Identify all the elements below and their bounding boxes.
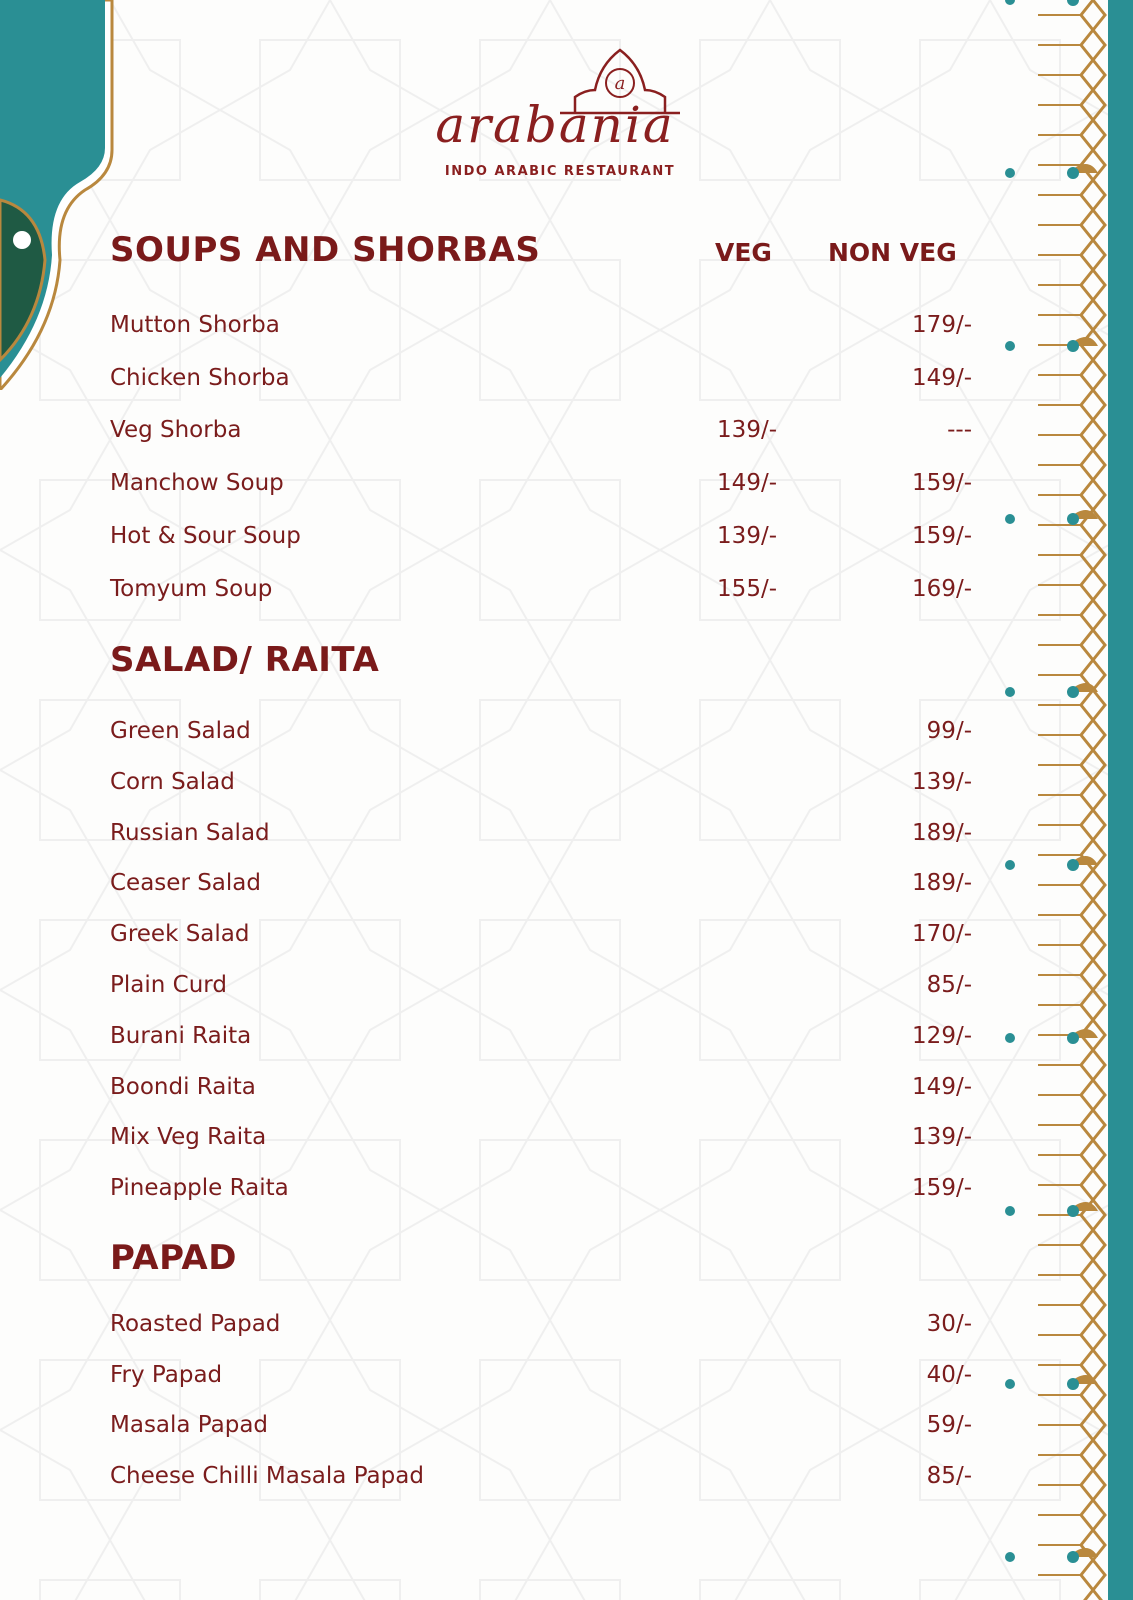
item-name: Corn Salad bbox=[110, 768, 235, 795]
column-header-veg: VEG bbox=[715, 238, 772, 267]
non-veg-price: 179/- bbox=[912, 312, 972, 338]
item-name: Manchow Soup bbox=[110, 470, 284, 497]
veg-price: 139/- bbox=[717, 417, 777, 444]
non-veg-price: 139/- bbox=[912, 768, 972, 795]
menu-item bbox=[110, 972, 972, 1002]
item-name: Roasted Papad bbox=[110, 1311, 281, 1337]
menu-item bbox=[110, 365, 972, 395]
item-name: Mutton Shorba bbox=[110, 312, 280, 338]
menu-item bbox=[110, 921, 972, 951]
section-heading: SALAD/ RAITA bbox=[110, 640, 380, 680]
non-veg-price: 99/- bbox=[926, 718, 972, 744]
section-heading: PAPAD bbox=[110, 1238, 237, 1278]
non-veg-price: 59/- bbox=[926, 1412, 972, 1439]
menu-item bbox=[110, 523, 972, 553]
menu-item bbox=[110, 470, 972, 500]
non-veg-price: 189/- bbox=[912, 819, 972, 846]
veg-price: 149/- bbox=[717, 470, 777, 497]
menu-item bbox=[110, 1362, 972, 1392]
non-veg-price: 129/- bbox=[912, 1022, 972, 1049]
non-veg-price: 139/- bbox=[912, 1124, 972, 1151]
non-veg-price: 159/- bbox=[912, 522, 972, 549]
menu-item bbox=[110, 576, 972, 606]
corner-ornament bbox=[0, 0, 120, 390]
veg-price: 155/- bbox=[717, 575, 777, 602]
menu-item bbox=[110, 1124, 972, 1154]
item-name: Tomyum Soup bbox=[110, 575, 273, 602]
item-name: Russian Salad bbox=[110, 819, 270, 846]
menu-item bbox=[110, 312, 972, 342]
menu-item bbox=[110, 1463, 972, 1493]
non-veg-price: 85/- bbox=[926, 1463, 972, 1490]
non-veg-price: 159/- bbox=[912, 470, 972, 497]
non-veg-price: 85/- bbox=[926, 972, 972, 998]
menu-item bbox=[110, 1311, 972, 1341]
item-name: Boondi Raita bbox=[110, 1073, 256, 1100]
non-veg-price: 149/- bbox=[912, 364, 972, 391]
item-name: Plain Curd bbox=[110, 972, 227, 998]
gold-lattice-border bbox=[998, 0, 1108, 1600]
brand-tagline: INDO ARABIC RESTAURANT bbox=[444, 164, 676, 179]
non-veg-price: 149/- bbox=[912, 1073, 972, 1100]
non-veg-price: 170/- bbox=[912, 921, 972, 948]
menu-item bbox=[110, 1412, 972, 1442]
item-name: Pineapple Raita bbox=[110, 1175, 289, 1202]
item-name: Greek Salad bbox=[110, 921, 250, 948]
item-name: Masala Papad bbox=[110, 1412, 269, 1439]
section-heading: SOUPS AND SHORBAS bbox=[110, 230, 541, 270]
item-name: Ceaser Salad bbox=[110, 870, 261, 897]
non-veg-price: 30/- bbox=[926, 1311, 972, 1337]
item-name: Chicken Shorba bbox=[110, 364, 290, 391]
menu-item bbox=[110, 820, 972, 850]
non-veg-price: 40/- bbox=[926, 1361, 972, 1388]
menu-item bbox=[110, 718, 972, 748]
menu-item bbox=[110, 417, 972, 447]
item-name: Burani Raita bbox=[110, 1022, 252, 1049]
non-veg-price: --- bbox=[947, 417, 972, 444]
item-name: Cheese Chilli Masala Papad bbox=[110, 1463, 424, 1490]
menu-item bbox=[110, 1023, 972, 1053]
restaurant-logo bbox=[420, 40, 700, 185]
menu-item bbox=[110, 1175, 972, 1205]
non-veg-price: 169/- bbox=[912, 575, 972, 602]
non-veg-price: 189/- bbox=[912, 870, 972, 897]
menu-item bbox=[110, 769, 972, 799]
teal-border bbox=[1108, 0, 1133, 1600]
veg-price: 139/- bbox=[717, 522, 777, 549]
item-name: Hot & Sour Soup bbox=[110, 522, 301, 549]
item-name: Fry Papad bbox=[110, 1361, 223, 1388]
item-name: Green Salad bbox=[110, 718, 251, 744]
menu-item bbox=[110, 1074, 972, 1104]
svg-text:a: a bbox=[614, 73, 626, 94]
item-name: Veg Shorba bbox=[110, 417, 242, 444]
item-name: Mix Veg Raita bbox=[110, 1124, 267, 1151]
menu-item bbox=[110, 870, 972, 900]
non-veg-price: 159/- bbox=[912, 1175, 972, 1202]
brand-name: arabania bbox=[435, 96, 675, 154]
column-header-non-veg: NON VEG bbox=[828, 238, 957, 267]
